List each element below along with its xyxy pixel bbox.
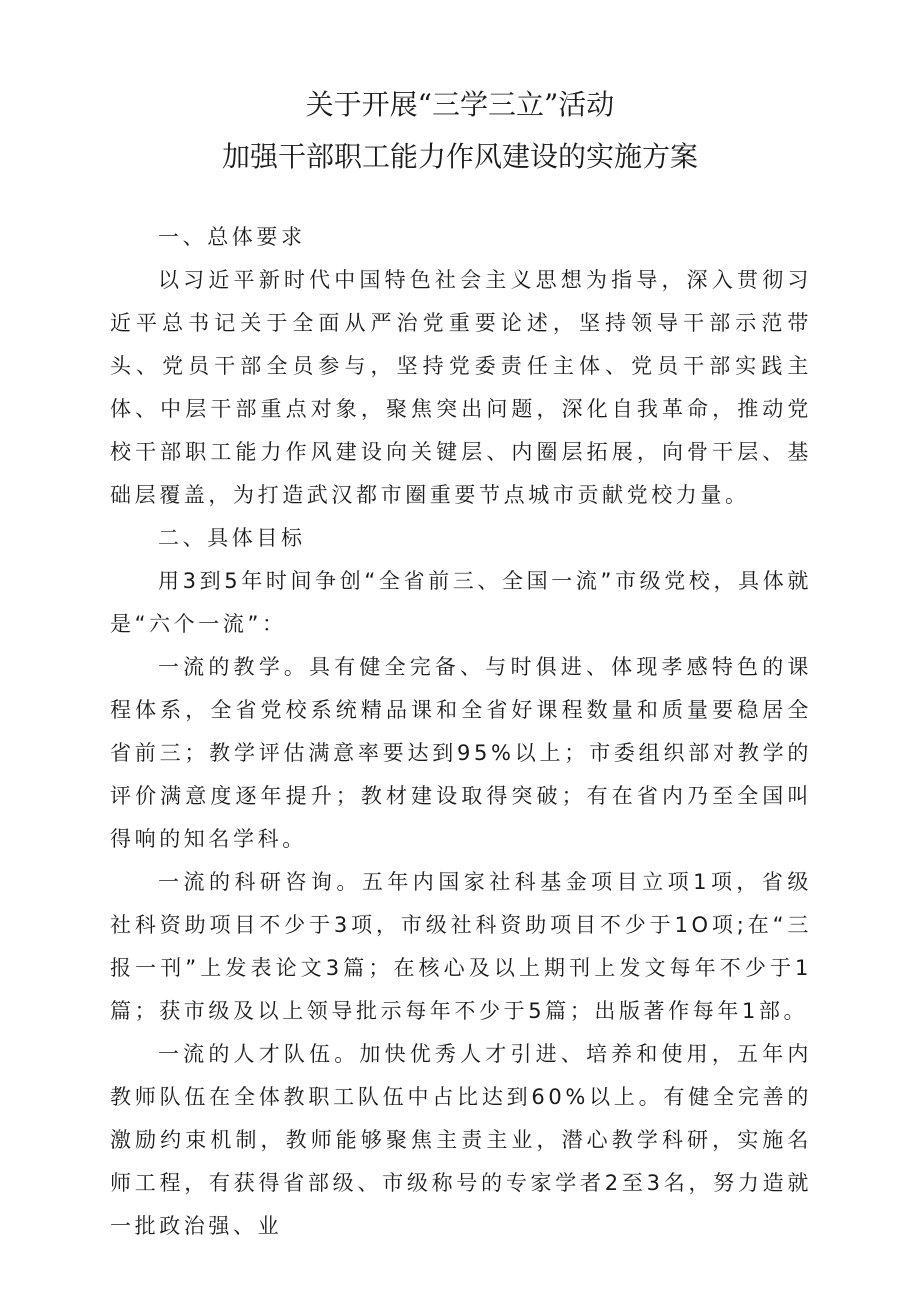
- paragraph-first-class-research: 一流的科研咨询。五年内国家社科基金项目立项1项，省级社科资助项目不少于3项，市级社科资助项目不少于1O项;在“三报一刊”上发表论文3篇；在核心及以上期刊上发文每年不少于1篇；获市级及以上领导批示每年不少于5篇；出版著作每年1部。: [110, 870, 812, 1023]
- paragraph-first-class-teaching: 一流的教学。具有健全完备、与时俱进、体现孝感特色的课程体系，全省党校系统精品课和全省好课程数量和质量要稳居全省前三；教学评估满意率要达到95%以上；市委组织部对教学的评价满意度逐年提升；教材建设取得突破；有在省内乃至全国叫得响的知名学科。: [110, 655, 812, 851]
- paragraph-first-class-talent: 一流的人才队伍。加快优秀人才引进、培养和使用，五年内教师队伍在全体教职工队伍中占比达到60%以上。有健全完善的激励约束机制，教师能够聚焦主责主业，潜心教学科研，实施名师工程，有获得省部级、市级称号的专家学者2至3名，努力造就一批政治强、业: [110, 1042, 812, 1238]
- paragraph-guiding-thought: 以习近平新时代中国特色社会主义思想为指导，深入贯彻习近平总书记关于全面从严治党重要论述，坚持领导干部示范带头、党员干部全员参与，坚持党委责任主体、党员干部实践主体、中层干部重点对象，聚焦突出问题，深化自我革命，推动党校干部职工能力作风建设向关键层、内圈层拓展，向骨干层、基础层覆盖，为打造武汉都市圈重要节点城市贡献党校力量。: [110, 268, 812, 507]
- document-title-line1: 关于开展“三学三立”活动: [305, 88, 615, 121]
- section-heading-general-requirements: 一、总体要求: [158, 225, 306, 249]
- paragraph-six-first-class: 用3到5年时间争创“全省前三、全国一流”市级党校，具体就是“六个一流”：: [110, 569, 812, 636]
- document-body: [110, 216, 812, 1248]
- document-title-line2: 加强干部职工能力作风建设的实施方案: [221, 140, 698, 173]
- section-heading-specific-goals: 二、具体目标: [158, 526, 306, 550]
